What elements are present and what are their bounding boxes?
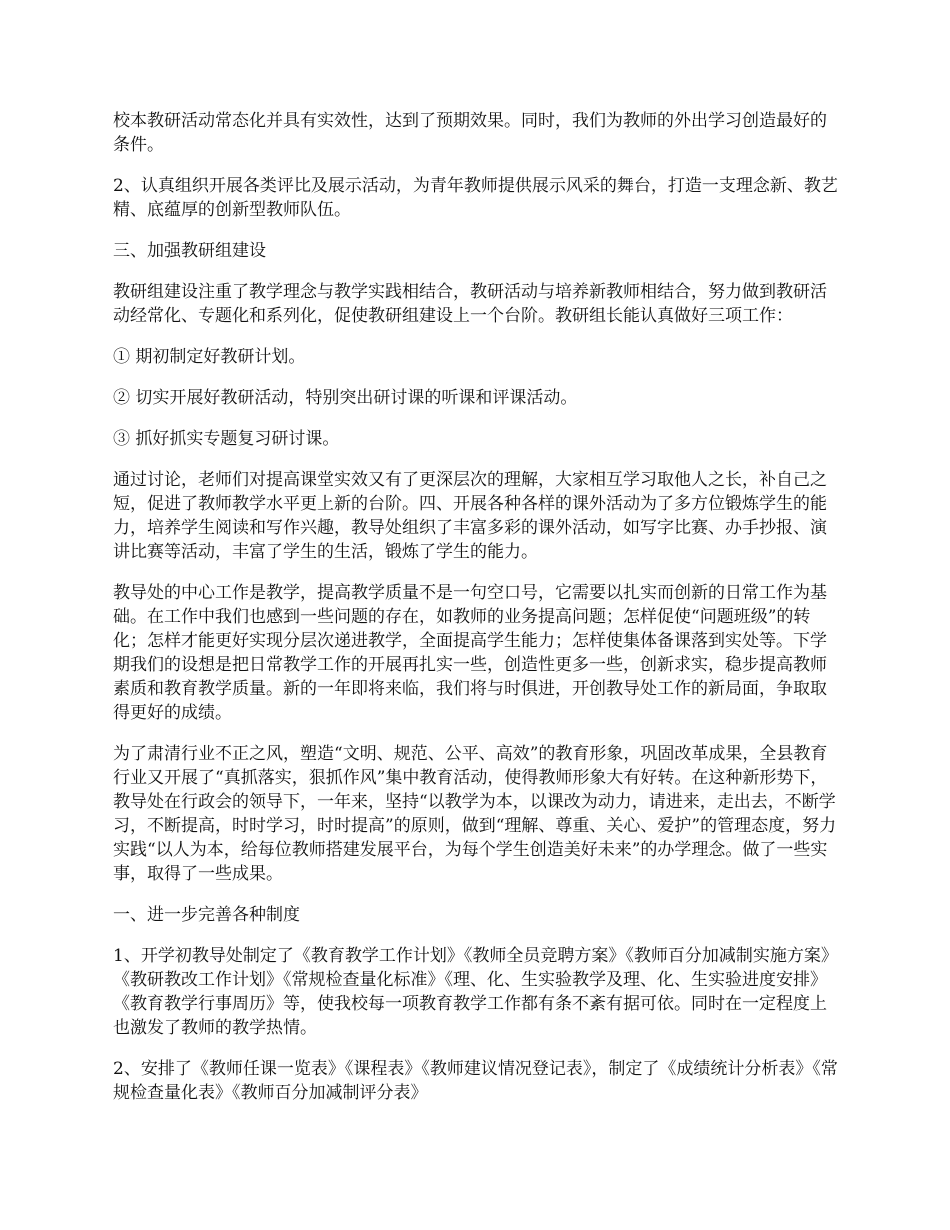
paragraph-research-group-building: 教研组建设注重了教学理念与教学实践相结合，教研活动与培养新教师相结合，努力做到教研活动经常化、专题化和系列化，促使教研组建设上一个台阶。教研组长能认真做好三项工作： bbox=[113, 282, 827, 326]
paragraph-education-campaign: 为了肃清行业不正之风，塑造“文明、规范、公平、高效”的教育形象，巩固改革成果，全县教育行业又开展了“真抓落实，狠抓作风”集中教育活动，使得教师形象大有好转。在这种新形势下，教导处在行政会的领导下，一年来，坚持“以教学为本，以课改为动力，请进来，走出去，不断学习，不断提高，时时学习，时时提高”的原则，做到“理解、尊重、关心、爱护”的管理态度，努力实践“以人为本，给每位教师搭建发展平台，为每个学生创造美好未来”的办学理念。做了一些实事，取得了一些成果。 bbox=[113, 744, 837, 884]
paragraph-discussion-outcomes: 通过讨论，老师们对提高课堂实效又有了更深层次的理解，大家相互学习取他人之长，补自己之短，促进了教师教学水平更上新的台阶。四、开展各种各样的课外活动为了多方位锻炼学生的能力，培养学生阅读和写作兴趣，教导处组织了丰富多彩的课外活动，如写字比赛、办手抄报、演讲比赛等活动，丰富了学生的生活，锻炼了学生的能力。 bbox=[113, 470, 827, 562]
list-item-activities: ② 切实开展好教研活动，特别突出研讨课的听课和评课活动。 bbox=[113, 388, 578, 408]
paragraph-plans-formulated: 1、开学初教导处制定了《教育教学工作计划》《教师全员竞聘方案》《教师百分加减制实施方案》《教研教改工作计划》《常规检查量化标准》《理、化、生实验教学及理、化、生实验进度安排》《教育教学行事周历》等，使我校每一项教育教学工作都有条不紊有据可依。同时在一定程度上也激发了教师的教学热情。 bbox=[113, 946, 838, 1038]
paragraph-school-research-conditions: 校本教研活动常态化并具有实效性，达到了预期效果。同时，我们为教师的外出学习创造最好的条件。 bbox=[113, 111, 827, 155]
list-item-review-class: ③ 抓好抓实专题复习研讨课。 bbox=[113, 429, 340, 449]
paragraph-competitions: 2、认真组织开展各类评比及展示活动，为青年教师提供展示风采的舞台，打造一支理念新、教艺精、底蕴厚的创新型教师队伍。 bbox=[113, 176, 838, 220]
section-heading-research-groups: 三、加强教研组建设 bbox=[113, 241, 266, 261]
list-item-plan: ① 期初制定好教研计划。 bbox=[113, 347, 306, 367]
paragraph-tables-arranged: 2、安排了《教师任课一览表》《课程表》《教师建议情况登记表》，制定了《成绩统计分析表》《常规检查量化表》《教师百分加减制评分表》 bbox=[113, 1059, 838, 1103]
paragraph-central-work: 教导处的中心工作是教学，提高教学质量不是一句空口号，它需要以扎实而创新的日常工作为基础。在工作中我们也感到一些问题的存在，如教师的业务提高问题；怎样促使“问题班级”的转化；怎样才能更好实现分层次递进教学，全面提高学生能力；怎样使集体备课落到实处等。下学期我们的设想是把日常教学工作的开展再扎实一些，创造性更多一些，创新求实，稳步提高教师素质和教育教学质量。新的一年即将来临，我们将与时俱进，开创教导处工作的新局面，争取取得更好的成绩。 bbox=[113, 583, 827, 723]
section-heading-systems: 一、进一步完善各种制度 bbox=[113, 905, 300, 925]
document-page bbox=[113, 109, 843, 1122]
